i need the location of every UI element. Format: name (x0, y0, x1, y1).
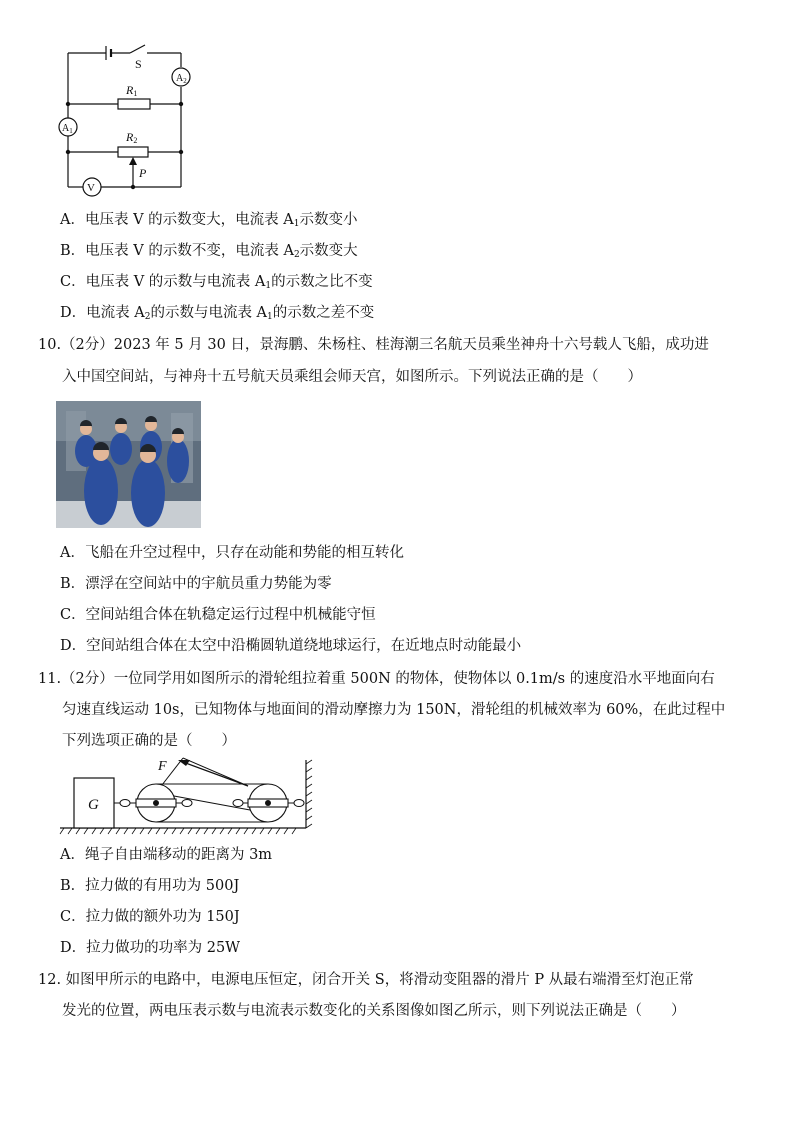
r2-label: R (126, 130, 134, 144)
q11-stem-line-2: 匀速直线运动 10s，已知物体与地面间的滑动摩擦力为 150N，滑轮组的机械效率为 60%，在此过程中 (62, 702, 726, 718)
q12-stem-line-1: 12. 如图甲所示的电路中，电源电压恒定，闭合开关 S，将滑动变阻器的滑片 P 从最右端滑至灯泡正常 (38, 972, 694, 988)
q11-option-b: B．拉力做的有用功为 500J (60, 878, 240, 894)
svg-text:R1: R1 (126, 83, 138, 98)
q10-stem-line-2: 入中国空间站，与神舟十五号航天员乘组会师天宫，如图所示。下列说法正确的是（ ） (62, 369, 642, 385)
q11-stem-line-3: 下列选项正确的是（ ） (62, 733, 236, 749)
r1-label: R (126, 83, 134, 97)
q11-option-d: D．拉力做功的功率为 25W (60, 940, 241, 956)
pulley-system-diagram (58, 756, 314, 838)
q9-option-c: C．电压表 V 的示数与电流表 $A_1$的示数之比不变 (60, 274, 373, 291)
q11-option-c: C．拉力做的额外功为 150J (60, 909, 240, 925)
q12-stem-line-2: 发光的位置，两电压表示数与电流表示数变化的关系图像如图乙所示，则下列说法正确是（ ） (62, 1003, 686, 1019)
q11-option-a: A．绳子自由端移动的距离为 3m (60, 847, 273, 863)
q10-option-d: D．空间站组合体在太空中沿椭圆轨道绕地球运行，在近地点时动能最小 (60, 638, 522, 654)
a2-label: A (176, 73, 184, 84)
svg-text:R2: R2 (126, 130, 138, 145)
a1-label: A (62, 123, 70, 134)
svg-text:A1: $A_1$ (62, 123, 73, 135)
q9-option-a: A．电压表 V 的示数变大，电流表 $A_1$示数变小 (60, 212, 358, 229)
q9-circuit-diagram (50, 38, 200, 198)
block-label: G (88, 797, 99, 813)
q11-stem-line-1: 11.（2分）一位同学用如图所示的滑轮组拉着重 500N 的物体，使物体以 0.1m/s 的速度沿水平地面向右 (38, 671, 715, 687)
q10-option-b: B．漂浮在空间站中的宇航员重力势能为零 (60, 576, 332, 592)
q10-stem-line-1: 10.（2分）2023 年 5 月 30 日，景海鹏、朱杨柱、桂海潮三名航天员乘坐神舟十六号载人飞船，成功进 (38, 337, 709, 353)
q10-option-a: A．飞船在升空过程中，只存在动能和势能的相互转化 (60, 545, 404, 561)
q9-option-b: B．电压表 V 的示数不变，电流表 $A_2$示数变大 (60, 243, 358, 260)
astronauts-photo (56, 401, 201, 528)
q10-option-c: C．空间站组合体在轨稳定运行过程中机械能守恒 (60, 607, 376, 623)
q9-option-d: D．电流表 $A_2$的示数与电流表 $A_1$的示数之差不变 (60, 305, 375, 322)
switch-label: S (135, 57, 142, 71)
force-label: F (158, 759, 167, 774)
svg-text:A2: $A_2$ (176, 73, 187, 85)
p-label: P (139, 166, 147, 180)
v-label: V (87, 182, 95, 194)
